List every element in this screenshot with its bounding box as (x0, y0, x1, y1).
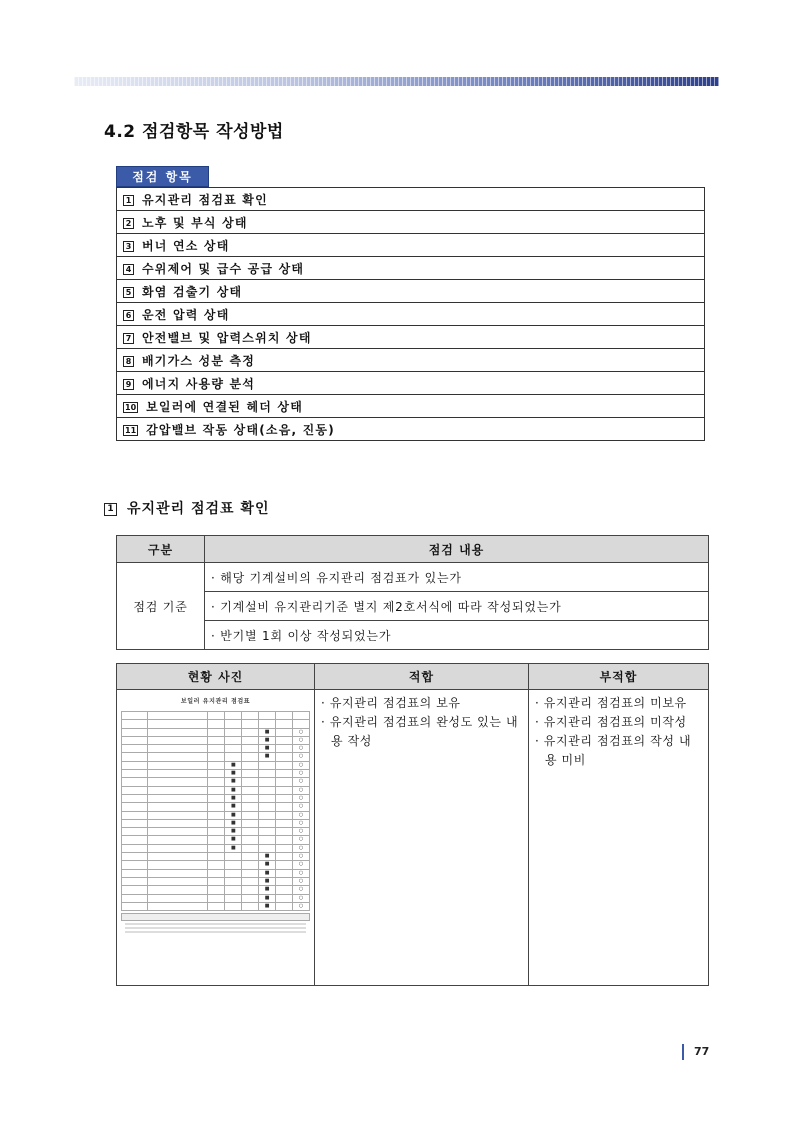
criteria-row: · 반기별 1회 이상 작성되었는가 (205, 621, 709, 650)
item-number: 11 (125, 425, 137, 435)
section-title: 4.2 점검항목 작성방법 (104, 122, 284, 142)
thumbnail-notes (121, 923, 310, 933)
thumbnail-title: 보일러 유지관리 점검표 (180, 698, 251, 705)
thumbnail-grid: ■ ○ ■ ○ ■ ○ ■ ○ ■ ○ ■ ○ ■ ○ ■ ○ ■ ○ ■ ○ ■ ○ ■ ○ ■ ○ ■ ○ ■ ○ ■ ○ ■ ○ ■ ○ ■ ○ ■ ○ ■ ○ ■ ○ (121, 711, 310, 911)
criteria-row: · 기계설비 유지관리기준 별지 제2호서식에 따라 작성되었는가 (205, 592, 709, 621)
item-number: 6 (123, 310, 134, 321)
item-number: 1 (123, 195, 134, 206)
item-number: 10 (125, 402, 137, 412)
eval-col-photo: 현황 사진 (117, 664, 315, 690)
item-label: 배기가스 성분 측정 (142, 353, 256, 368)
item-number: 2 (123, 218, 134, 229)
inspection-item (117, 188, 705, 211)
thumbnail-footer (121, 913, 310, 921)
status-photo (117, 690, 315, 986)
pass-item: · 유지관리 점검표의 보유 (321, 696, 461, 710)
inspection-items-table (116, 187, 705, 441)
fail-list (528, 690, 708, 986)
criteria-label: 점검 기준 (117, 563, 205, 650)
item-label: 노후 및 부식 상태 (142, 215, 248, 230)
items-header: 점검 항목 (116, 166, 209, 187)
item-label: 에너지 사용량 분석 (142, 376, 256, 391)
pass-item: · 유지관리 점검표의 완성도 있는 내용 작성 (321, 715, 519, 748)
criteria-col-content: 점검 내용 (205, 536, 709, 563)
inspection-item (117, 395, 705, 418)
evaluation-table (116, 663, 709, 986)
fail-item: · 유지관리 점검표의 미작성 (534, 715, 687, 729)
inspection-item (117, 257, 705, 280)
inspection-item (117, 326, 705, 349)
header-band (74, 77, 719, 86)
criteria-table (116, 535, 709, 650)
item-label: 수위제어 및 급수 공급 상태 (142, 261, 305, 276)
item-label: 화염 검출기 상태 (142, 284, 243, 299)
inspection-item (117, 234, 705, 257)
item-label: 감압밸브 작동 상태(소음, 진동) (146, 422, 335, 437)
checklist-thumbnail (121, 696, 310, 983)
eval-col-fail: 부적합 (528, 664, 708, 690)
criteria-col-category: 구분 (117, 536, 205, 563)
inspection-item (117, 349, 705, 372)
criteria-row: · 해당 기계설비의 유지관리 점검표가 있는가 (205, 563, 709, 592)
item-label: 안전밸브 및 압력스위치 상태 (142, 330, 312, 345)
eval-col-pass: 적합 (315, 664, 529, 690)
item-number: 9 (123, 379, 134, 390)
item-number: 5 (123, 287, 134, 298)
fail-item: · 유지관리 점검표의 미보유 (534, 696, 687, 710)
subsection-label: 유지관리 점검표 확인 (127, 501, 270, 517)
fail-item: · 유지관리 점검표의 작성 내용 미비 (534, 734, 692, 767)
page-number: 77 (682, 1044, 709, 1060)
item-label: 유지관리 점검표 확인 (142, 192, 268, 207)
item-label: 운전 압력 상태 (142, 307, 230, 322)
subsection-number: 1 (104, 503, 117, 516)
inspection-item (117, 211, 705, 234)
pass-list (315, 690, 529, 986)
item-label: 보일러에 연결된 헤더 상태 (146, 399, 303, 414)
item-number: 3 (123, 241, 134, 252)
item-number: 8 (123, 356, 134, 367)
inspection-item (117, 280, 705, 303)
inspection-item (117, 303, 705, 326)
inspection-item (117, 418, 705, 441)
item-number: 7 (123, 333, 134, 344)
item-number: 4 (123, 264, 134, 275)
subsection-title (104, 498, 269, 518)
inspection-item (117, 372, 705, 395)
item-label: 버너 연소 상태 (142, 238, 230, 253)
